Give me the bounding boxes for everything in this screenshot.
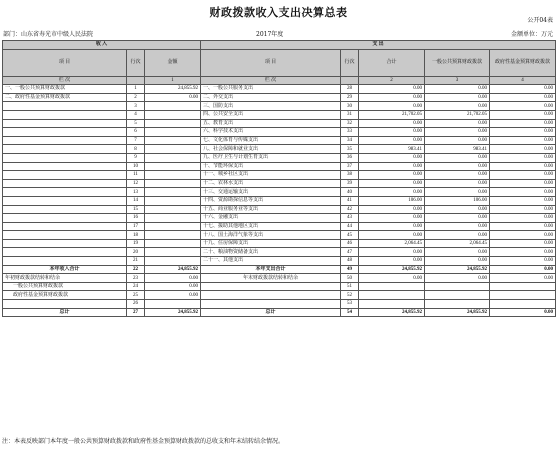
income-amount-index: 1 [145,76,201,85]
expense-fund-budget-cell: 0.00 [490,196,556,205]
expense-total-cell [359,291,425,300]
income-row-no-cell: 4 [127,110,145,119]
income-item-cell [3,257,127,266]
expense-item-cell: 二十、粮油物资储备支出 [201,248,341,257]
expense-row-no-cell: 54 [341,308,359,317]
expense-row-no-cell: 33 [341,128,359,137]
expense-row-no-cell: 34 [341,136,359,145]
expense-item-cell [201,291,341,300]
table-row [3,248,556,257]
table-row [3,257,556,266]
footnote: 注：本表反映部门本年度一般公共预算财政拨款和政府性基金预算财政拨款的总收支和年末结转结余情况。 [2,438,285,445]
expense-fund-budget-cell: 0.00 [490,153,556,162]
expense-general-budget-cell: 0.00 [425,205,490,214]
expense-section-header: 支 出 [201,41,556,50]
expense-row-no-cell: 48 [341,257,359,266]
expense-row-no-cell: 29 [341,93,359,102]
table-row [3,265,556,274]
expense-row-no-cell: 46 [341,239,359,248]
expense-row-no-cell: 28 [341,85,359,94]
table-row [3,222,556,231]
expense-row-no-cell: 43 [341,214,359,223]
table-row [3,205,556,214]
expense-fund-budget-cell: 0.00 [490,205,556,214]
income-row-no-cell: 1 [127,85,145,94]
expense-fund-budget-cell: 0.00 [490,265,556,274]
expense-general-budget-cell: 0.00 [425,274,490,283]
expense-fund-budget-cell: 0.00 [490,188,556,197]
expense-row-no-cell: 45 [341,231,359,240]
expense-total-cell: 21,702.05 [359,110,425,119]
income-amount-cell [145,162,201,171]
expense-fund-budget-cell: 0.00 [490,274,556,283]
expense-total-cell [359,300,425,309]
expense-fund-budget-cell [490,291,556,300]
income-item-cell: 一般公共预算财政拨款 [3,282,127,291]
expense-item-cell: 四、公共安全支出 [201,110,341,119]
expense-row-no-cell: 52 [341,291,359,300]
income-amount-cell: 0.00 [145,291,201,300]
department-label: 部门：山东省寿光市中级人民法院 [3,31,94,38]
table-row [3,128,556,137]
income-amount-cell [145,136,201,145]
budget-table [2,40,556,317]
expense-general-budget-cell: 0.00 [425,85,490,94]
expense-total-cell: 0.00 [359,274,425,283]
expense-fund-budget-cell: 0.00 [490,128,556,137]
expense-row-no-cell: 32 [341,119,359,128]
expense-list-label: 栏 次 [201,76,341,85]
table-row [3,196,556,205]
income-item-cell [3,119,127,128]
income-rowno-index [127,76,145,85]
table-row [3,300,556,309]
expense-fund-index: 4 [490,76,556,85]
income-row-no-cell: 16 [127,214,145,223]
expense-item-cell: 六、科学技术支出 [201,128,341,137]
income-amount-cell [145,214,201,223]
expense-total-cell: 0.00 [359,231,425,240]
income-row-no-cell: 21 [127,257,145,266]
table-row [3,153,556,162]
income-amount-cell [145,145,201,154]
table-row [3,291,556,300]
income-row-no-cell: 27 [127,308,145,317]
expense-row-no-cell: 44 [341,222,359,231]
expense-item-header: 项 目 [201,49,341,76]
income-amount-cell [145,239,201,248]
table-row [3,136,556,145]
expense-fund-budget-cell: 0.00 [490,85,556,94]
expense-row-no-cell: 51 [341,282,359,291]
income-amount-cell [145,119,201,128]
expense-item-cell: 九、医疗卫生与计划生育支出 [201,153,341,162]
income-item-cell [3,179,127,188]
expense-general-budget-cell: 0.00 [425,102,490,111]
expense-total-cell: 0.00 [359,128,425,137]
expense-fund-budget-cell: 0.00 [490,248,556,257]
expense-total-cell: 0.00 [359,257,425,266]
expense-item-cell: 五、教育支出 [201,119,341,128]
expense-total-header: 合计 [359,49,425,76]
income-item-cell [3,153,127,162]
income-row-no-cell: 10 [127,162,145,171]
expense-item-cell: 十二、农林水支出 [201,179,341,188]
income-item-cell [3,239,127,248]
income-item-cell: 政府性基金预算财政拨款 [3,291,127,300]
expense-row-no-cell: 37 [341,162,359,171]
column-index-row [3,76,556,85]
expense-item-cell: 十六、金融支出 [201,214,341,223]
expense-total-cell: 0.00 [359,153,425,162]
expense-general-budget-cell: 2,064.45 [425,239,490,248]
expense-total-cell: 106.00 [359,196,425,205]
expense-general-budget-cell: 0.00 [425,162,490,171]
table-row [3,119,556,128]
income-row-no-cell: 18 [127,231,145,240]
expense-row-no-cell: 39 [341,179,359,188]
income-row-no-cell: 3 [127,102,145,111]
expense-fund-budget-cell: 0.00 [490,171,556,180]
expense-fund-budget-cell: 0.00 [490,119,556,128]
expense-total-cell: 0.00 [359,162,425,171]
income-amount-cell [145,196,201,205]
income-item-cell [3,136,127,145]
income-item-cell [3,102,127,111]
expense-general-budget-cell: 21,702.05 [425,110,490,119]
expense-general-budget-cell: 24,855.92 [425,308,490,317]
income-amount-cell [145,110,201,119]
expense-fund-budget-cell: 0.00 [490,257,556,266]
expense-total-cell: 0.00 [359,171,425,180]
income-item-cell [3,171,127,180]
expense-row-no-cell: 50 [341,274,359,283]
income-row-no-cell: 11 [127,171,145,180]
table-row [3,171,556,180]
fiscal-year: 2017年度 [256,31,284,38]
expense-fund-budget-cell: 0.00 [490,162,556,171]
income-amount-header: 金额 [145,49,201,76]
expense-fund-budget-cell: 0.00 [490,308,556,317]
income-row-no-cell: 13 [127,188,145,197]
table-row [3,162,556,171]
expense-total-cell: 0.00 [359,102,425,111]
expense-fund-budget-cell: 0.00 [490,222,556,231]
expense-item-cell: 总计 [201,308,341,317]
expense-total-cell: 0.00 [359,205,425,214]
expense-row-no-cell: 49 [341,265,359,274]
table-row [3,282,556,291]
expense-general-budget-cell: 983.41 [425,145,490,154]
expense-general-budget-cell: 0.00 [425,128,490,137]
income-row-no-cell: 9 [127,153,145,162]
expense-general-budget-cell: 0.00 [425,119,490,128]
income-section-header: 收 入 [3,41,201,50]
expense-rowno-header: 行次 [341,49,359,76]
income-row-no-cell: 12 [127,179,145,188]
table-row [3,93,556,102]
table-row [3,179,556,188]
income-list-label: 栏 次 [3,76,127,85]
table-row [3,214,556,223]
expense-row-no-cell: 41 [341,196,359,205]
income-item-cell: 一、一般公共预算财政拨款 [3,85,127,94]
income-item-cell: 二、政府性基金预算财政拨款 [3,93,127,102]
expense-general-budget-cell: 0.00 [425,231,490,240]
expense-row-no-cell: 38 [341,171,359,180]
form-code: 公开04表 [527,17,553,24]
expense-general-budget-cell: 0.00 [425,248,490,257]
expense-row-no-cell: 36 [341,153,359,162]
income-item-cell [3,300,127,309]
expense-row-no-cell: 47 [341,248,359,257]
income-rowno-header: 行次 [127,49,145,76]
income-amount-cell: 24,855.92 [145,85,201,94]
income-item-cell [3,110,127,119]
expense-general-budget-cell [425,282,490,291]
income-amount-cell [145,248,201,257]
expense-item-cell: 三、国防支出 [201,102,341,111]
income-amount-cell [145,171,201,180]
expense-row-no-cell: 30 [341,102,359,111]
column-header-row [3,49,556,76]
expense-general-budget-cell [425,300,490,309]
expense-item-cell: 年末财政拨款结转和结余 [201,274,341,283]
expense-total-cell: 0.00 [359,119,425,128]
expense-general-budget-cell: 106.00 [425,196,490,205]
income-amount-cell: 0.00 [145,93,201,102]
expense-total-cell: 0.00 [359,248,425,257]
expense-total-cell: 0.00 [359,188,425,197]
income-amount-cell [145,205,201,214]
table-row [3,231,556,240]
amount-unit: 金额单位：万元 [510,31,553,38]
expense-item-cell: 二十一、其他支出 [201,257,341,266]
income-amount-cell [145,102,201,111]
expense-fund-budget-cell: 0.00 [490,102,556,111]
expense-fund-budget-cell: 0.00 [490,136,556,145]
table-row [3,188,556,197]
income-item-cell [3,188,127,197]
income-row-no-cell: 26 [127,300,145,309]
expense-general-budget-cell: 0.00 [425,188,490,197]
income-item-cell [3,248,127,257]
income-item-cell [3,205,127,214]
income-amount-cell [145,231,201,240]
expense-general-budget-cell: 0.00 [425,153,490,162]
expense-general-budget-cell: 0.00 [425,214,490,223]
expense-item-cell: 十九、住房保障支出 [201,239,341,248]
income-row-no-cell: 24 [127,282,145,291]
expense-general-budget-cell: 0.00 [425,171,490,180]
expense-item-cell: 十四、资源勘探信息等支出 [201,196,341,205]
income-row-no-cell: 19 [127,239,145,248]
income-item-cell [3,145,127,154]
income-row-no-cell: 5 [127,119,145,128]
section-header-row [3,41,556,50]
income-item-cell: 年初财政拨款结转和结余 [3,274,127,283]
expense-row-no-cell: 42 [341,205,359,214]
table-row [3,145,556,154]
expense-rowno-index [341,76,359,85]
expense-total-cell: 983.41 [359,145,425,154]
expense-row-no-cell: 31 [341,110,359,119]
expense-fund-budget-cell: 0.00 [490,239,556,248]
expense-item-cell: 十五、商业服务业等支出 [201,205,341,214]
table-row [3,308,556,317]
expense-fund-budget-cell [490,300,556,309]
expense-row-no-cell: 40 [341,188,359,197]
income-row-no-cell: 7 [127,136,145,145]
income-row-no-cell: 23 [127,274,145,283]
expense-total-cell: 0.00 [359,222,425,231]
expense-fund-budget-cell: 0.00 [490,179,556,188]
expense-general-budget-cell: 24,855.92 [425,265,490,274]
income-item-cell: 总计 [3,308,127,317]
income-item-cell [3,214,127,223]
expense-general-budget-cell: 0.00 [425,257,490,266]
income-item-cell [3,231,127,240]
income-item-cell: 本年收入合计 [3,265,127,274]
expense-item-cell: 十、节能环保支出 [201,162,341,171]
income-amount-cell [145,300,201,309]
expense-fund-header: 政府性基金预算财政拨款 [490,49,556,76]
expense-item-cell [201,300,341,309]
income-row-no-cell: 6 [127,128,145,137]
income-row-no-cell: 22 [127,265,145,274]
income-row-no-cell: 15 [127,205,145,214]
income-item-cell [3,196,127,205]
expense-item-cell: 七、文化体育与传媒支出 [201,136,341,145]
income-item-cell [3,162,127,171]
expense-total-cell [359,282,425,291]
expense-fund-budget-cell [490,282,556,291]
table-row [3,274,556,283]
income-amount-cell [145,222,201,231]
expense-item-cell: 十一、城乡社区支出 [201,171,341,180]
expense-total-cell: 0.00 [359,214,425,223]
table-row [3,239,556,248]
income-amount-cell [145,188,201,197]
expense-item-cell: 本年支出合计 [201,265,341,274]
expense-fund-budget-cell: 0.00 [490,110,556,119]
expense-total-cell: 0.00 [359,93,425,102]
report-title: 财政拨款收入支出决算总表 [209,6,348,19]
income-row-no-cell: 25 [127,291,145,300]
expense-general-header: 一般公共预算财政拨款 [425,49,490,76]
income-amount-cell [145,257,201,266]
income-amount-cell: 24,855.92 [145,308,201,317]
expense-total-index: 2 [359,76,425,85]
expense-general-budget-cell: 0.00 [425,179,490,188]
expense-item-cell: 十七、援助其他地区支出 [201,222,341,231]
income-row-no-cell: 8 [127,145,145,154]
expense-item-cell [201,282,341,291]
table-row [3,102,556,111]
expense-general-budget-cell [425,291,490,300]
income-row-no-cell: 2 [127,93,145,102]
table-row [3,110,556,119]
expense-general-index: 3 [425,76,490,85]
expense-item-cell: 二、外交支出 [201,93,341,102]
income-amount-cell [145,128,201,137]
income-amount-cell [145,153,201,162]
expense-total-cell: 0.00 [359,85,425,94]
expense-general-budget-cell: 0.00 [425,93,490,102]
income-row-no-cell: 14 [127,196,145,205]
income-row-no-cell: 17 [127,222,145,231]
expense-row-no-cell: 53 [341,300,359,309]
expense-total-cell: 24,855.92 [359,265,425,274]
expense-general-budget-cell: 0.00 [425,136,490,145]
expense-fund-budget-cell: 0.00 [490,214,556,223]
income-item-cell [3,128,127,137]
table-row [3,85,556,94]
expense-total-cell: 0.00 [359,136,425,145]
expense-fund-budget-cell: 0.00 [490,145,556,154]
expense-fund-budget-cell: 0.00 [490,93,556,102]
expense-item-cell: 八、社会保障和就业支出 [201,145,341,154]
expense-total-cell: 0.00 [359,179,425,188]
income-amount-cell: 24,855.92 [145,265,201,274]
income-amount-cell: 0.00 [145,282,201,291]
expense-item-cell: 十三、交通运输支出 [201,188,341,197]
expense-total-cell: 24,855.92 [359,308,425,317]
expense-row-no-cell: 35 [341,145,359,154]
expense-item-cell: 一、一般公共服务支出 [201,85,341,94]
income-item-cell [3,222,127,231]
expense-total-cell: 2,064.45 [359,239,425,248]
income-item-header: 项 目 [3,49,127,76]
expense-general-budget-cell: 0.00 [425,222,490,231]
income-row-no-cell: 20 [127,248,145,257]
expense-fund-budget-cell: 0.00 [490,231,556,240]
income-amount-cell: 0.00 [145,274,201,283]
income-amount-cell [145,179,201,188]
expense-item-cell: 十八、国土海洋气象等支出 [201,231,341,240]
